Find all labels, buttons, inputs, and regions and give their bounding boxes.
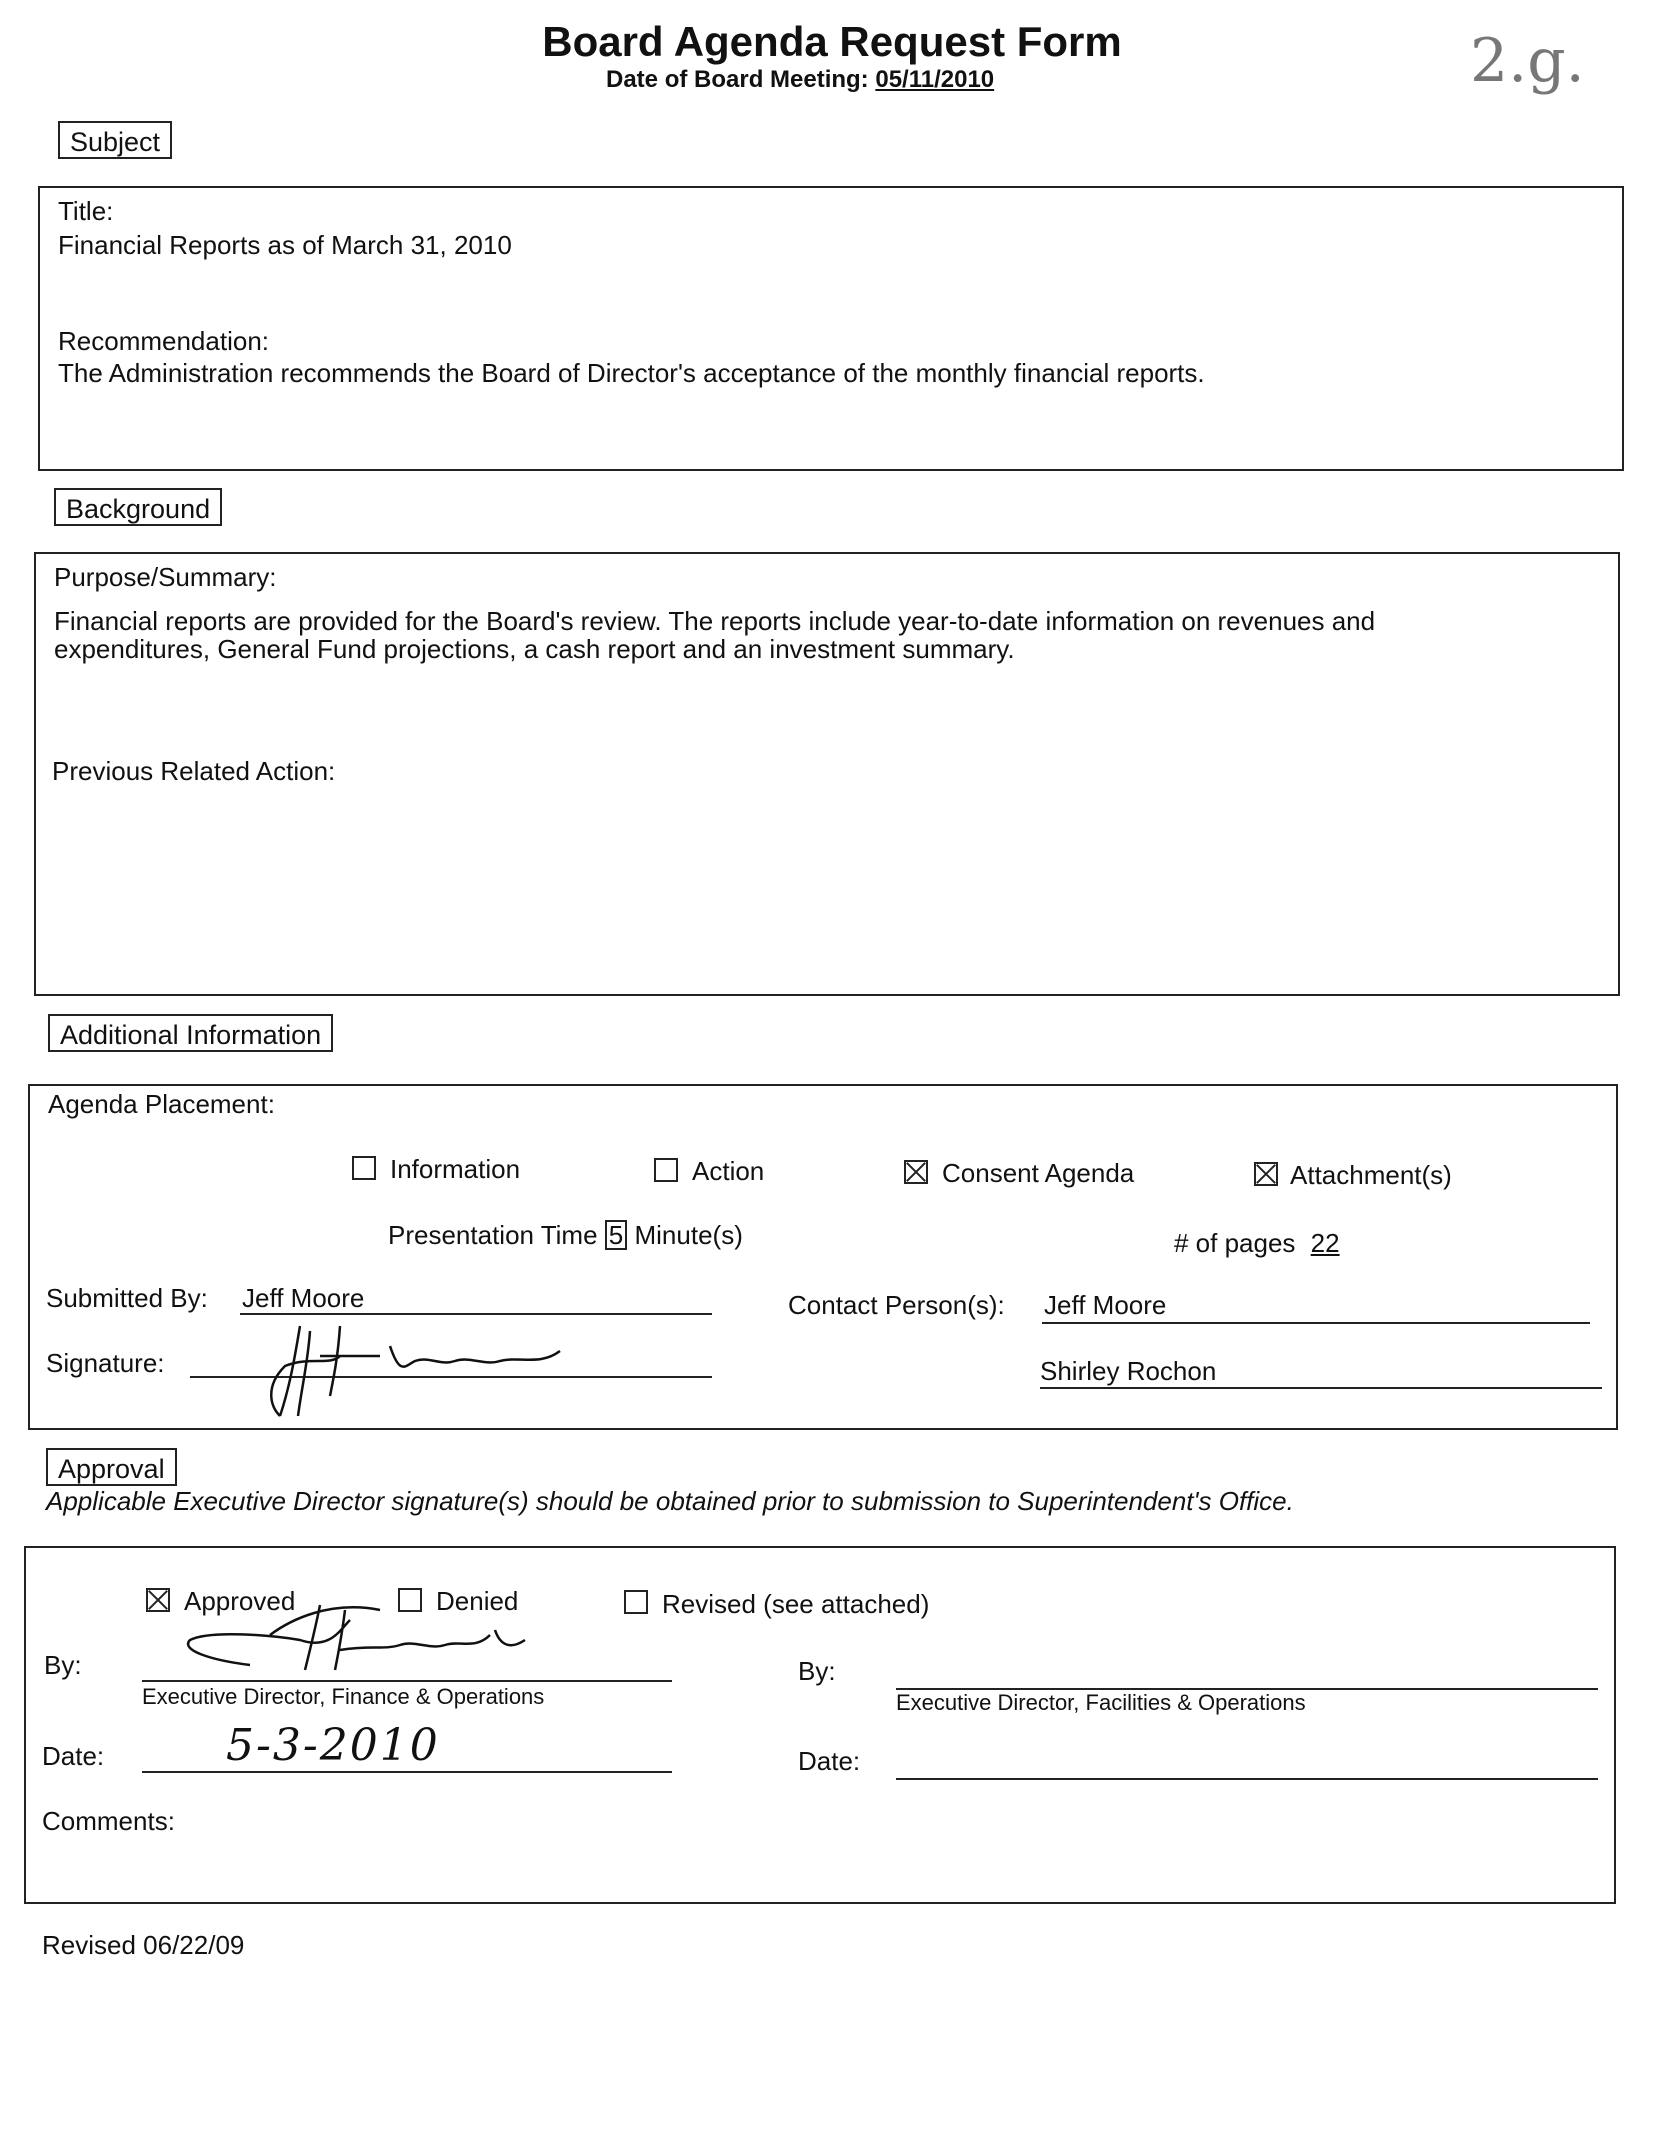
contact-label: Contact Person(s): — [788, 1290, 1005, 1320]
pages-value: 22 — [1310, 1228, 1340, 1258]
purpose-line-1: Financial reports are provided for the Board's review. The reports include year-to-date information on revenues and — [54, 606, 1376, 636]
information-label: Information — [390, 1154, 521, 1184]
submitted-by-value: Jeff Moore — [242, 1283, 365, 1313]
consent-agenda-label: Consent Agenda — [942, 1158, 1135, 1188]
attachments-label: Attachment(s) — [1290, 1160, 1452, 1190]
form-title: Board Agenda Request Form — [542, 18, 1122, 65]
subject-tag: Subject — [58, 121, 172, 159]
submitter-signature-icon — [240, 1316, 580, 1426]
previous-action-label: Previous Related Action: — [52, 756, 336, 786]
revised-checkbox[interactable] — [624, 1590, 648, 1614]
recommendation-label: Recommendation: — [58, 326, 269, 356]
meeting-date-row — [606, 66, 994, 94]
subject-box — [38, 186, 1624, 471]
contact-1-line — [1042, 1322, 1590, 1324]
title-value: Financial Reports as of March 31, 2010 — [58, 230, 512, 260]
approval-date-value: 5-3-2010 — [226, 1720, 440, 1771]
contact-1: Jeff Moore — [1044, 1290, 1167, 1320]
attachments-checkbox[interactable] — [1254, 1162, 1278, 1186]
revised-label: Revised (see attached) — [662, 1589, 930, 1619]
comments-label: Comments: — [42, 1806, 175, 1836]
contact-2: Shirley Rochon — [1040, 1356, 1217, 1386]
pages-label: # of pages — [1174, 1228, 1296, 1258]
approved-label: Approved — [184, 1586, 296, 1616]
left-director-title: Executive Director, Finance & Operations — [142, 1684, 545, 1709]
date-left-label: Date: — [42, 1741, 105, 1771]
approval-note: Applicable Executive Director signature(s) should be obtained prior to submission to Superintendent's Office. — [46, 1486, 1294, 1516]
approver-signature-icon — [130, 1590, 550, 1690]
meeting-date-value: 05/11/2010 — [875, 66, 995, 93]
date-right-line — [896, 1778, 1598, 1780]
purpose-label: Purpose/Summary: — [54, 562, 277, 592]
recommendation-value: The Administration recommends the Board of Director's acceptance of the monthly financial reports. — [58, 358, 1205, 388]
by-left-label: By: — [44, 1650, 82, 1680]
presentation-time-value[interactable]: 5 — [605, 1220, 627, 1250]
information-checkbox[interactable] — [352, 1156, 376, 1180]
submitted-by-line — [240, 1313, 712, 1315]
approval-tag: Approval — [46, 1448, 177, 1486]
consent-agenda-checkbox[interactable] — [904, 1160, 928, 1184]
meeting-date-label: Date of Board Meeting: — [606, 66, 869, 93]
presentation-time-label: Presentation Time — [388, 1220, 598, 1250]
additional-info-tag: Additional Information — [48, 1014, 333, 1052]
date-right-label: Date: — [798, 1746, 861, 1776]
denied-label: Denied — [436, 1586, 519, 1616]
right-director-title: Executive Director, Facilities & Operations — [896, 1690, 1306, 1715]
presentation-time-unit: Minute(s) — [634, 1220, 743, 1250]
submitted-by-label: Submitted By: — [46, 1283, 208, 1313]
title-label: Title: — [58, 196, 114, 226]
signature-label: Signature: — [46, 1348, 165, 1378]
action-checkbox[interactable] — [654, 1158, 678, 1182]
revised-footer: Revised 06/22/09 — [42, 1930, 245, 1960]
contact-2-line — [1040, 1387, 1602, 1389]
presentation-time-row — [388, 1220, 743, 1251]
background-tag: Background — [54, 488, 222, 526]
by-right-label: By: — [798, 1656, 836, 1686]
item-number: 2.g. — [1470, 26, 1585, 96]
purpose-line-2: expenditures, General Fund projections, a cash report and an investment summary. — [54, 634, 1015, 664]
action-label: Action — [692, 1156, 765, 1186]
date-left-line — [142, 1771, 672, 1773]
pages-row — [1174, 1228, 1340, 1259]
agenda-placement-label: Agenda Placement: — [48, 1089, 275, 1119]
